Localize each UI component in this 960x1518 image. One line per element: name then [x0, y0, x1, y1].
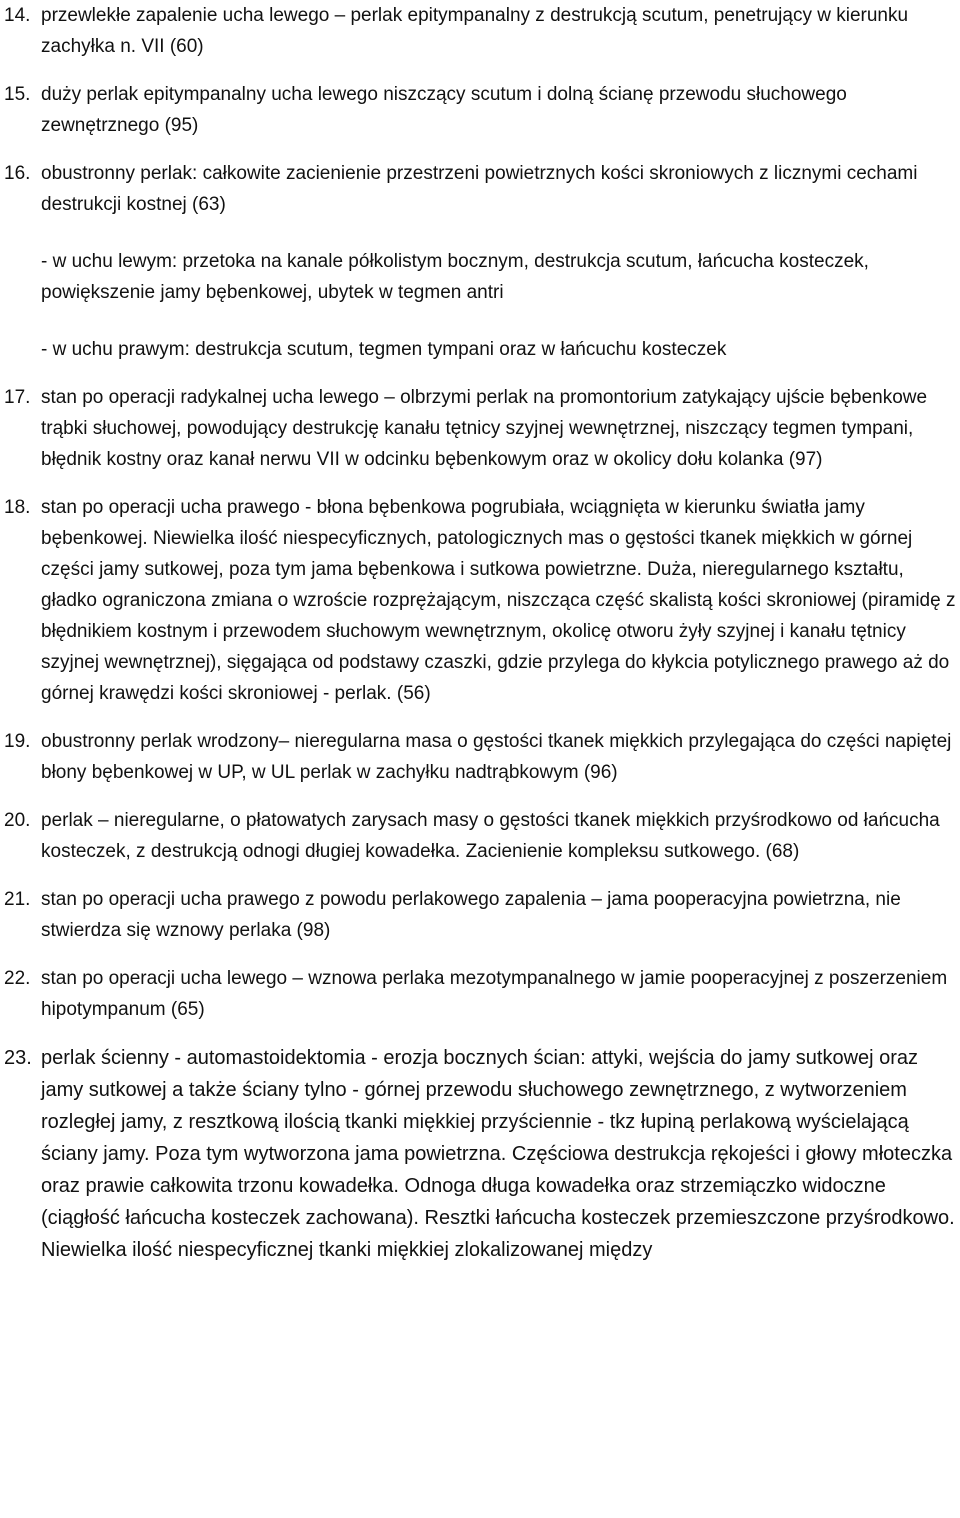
entry-paragraph: obustronny perlak wrodzony– nieregularna masa o gęstości tkanek miękkich przylegająca do części napiętej błony bębenkowej w UP, w UL perlak w zachyłku nadtrąbkowym (96): [41, 731, 952, 783]
entry-body: [41, 158, 960, 365]
entry-number: 14.: [4, 5, 31, 26]
entry-23: [4, 1042, 960, 1266]
entry-16: [4, 158, 960, 365]
entry-paragraph: stan po operacji ucha lewego – wznowa perlaka mezotympanalnego w jamie pooperacyjnej z poszerzeniem hipotympanum (65): [41, 968, 948, 1020]
entry-body: [41, 805, 960, 867]
entry-number: 19.: [4, 731, 31, 752]
entry-paragraph: duży perlak epitympanalny ucha lewego niszczący scutum i dolną ścianę przewodu słuchowego zewnętrznego (95): [41, 84, 847, 136]
entry-18: [4, 492, 960, 709]
entry-14: [4, 0, 960, 62]
entry-17: [4, 382, 960, 475]
entry-paragraph: przewlekłe zapalenie ucha lewego – perlak epitympanalny z destrukcją scutum, penetrujący w kierunku zachyłka n. VII (60): [41, 5, 909, 57]
entry-paragraph: stan po operacji ucha prawego - błona bębenkowa pogrubiała, wciągnięta w kierunku światła jamy bębenkowej. Niewielka ilość niespecyficznych, patologicznych mas o gęstości tkanek miękkich w górnej części jamy sutkowej, poza tym jama bębenkowa i sutkowa powietrzne. Duża, nieregularnego kształtu, gładko ograniczona zmiana o wzroście rozprężającym, niszcząca część skalistą kości skroniowej (piramidę z błędnikiem kostnym i przewodem słuchowym wewnętrznym, okolicę otworu żyły szyjnej i kanału tętnicy szyjnej wewnętrznej), sięgająca od podstawy czaszki, gdzie przylega do kłykcia potylicznego prawego aż do górnej krawędzi kości skroniowej - perlak. (56): [41, 497, 956, 704]
entry-number: 23.: [4, 1047, 32, 1069]
entry-body: [41, 0, 960, 62]
entry-paragraph: perlak ścienny - automastoidektomia - erozja bocznych ścian: attyki, wejścia do jamy sutkowej oraz jamy sutkowej a także ściany tylno - górnej przewodu słuchowego zewnętrznego, z wytworzeniem rozległej jamy, z resztkową ilością tkanki miękkiej przyściennie - tkz łupiną perlakową wyścielającą ściany jamy. Poza tym wytworzona jama powietrzna. Częściowa destrukcja rękojeści i głowy młoteczka oraz prawie całkowita trzonu kowadełka. Odnoga długa kowadełka oraz strzemiączko widoczne (ciągłość łańcucha kosteczek zachowana). Resztki łańcucha kosteczek przemieszczone przyśrodkowo. Niewielka ilość niespecyficznej tkanki miękkiej zlokalizowanej między: [41, 1047, 955, 1261]
entry-body: [41, 79, 960, 141]
entry-number: 15.: [4, 84, 31, 105]
entry-subparagraph-left-ear: - w uchu lewym: przetoka na kanale półkolistym bocznym, destrukcja scutum, łańcucha kosteczek, powiększenie jamy bębenkowej, ubytek w tegmen antri: [41, 251, 869, 303]
entry-22: [4, 963, 960, 1025]
entry-number: 21.: [4, 889, 31, 910]
entry-body: [41, 382, 960, 475]
entry-body: [41, 884, 960, 946]
entry-subparagraph-right-ear: - w uchu prawym: destrukcja scutum, tegmen tympani oraz w łańcuchu kosteczek: [41, 339, 727, 360]
entry-paragraph: stan po operacji radykalnej ucha lewego – olbrzymi perlak na promontorium zatykający ujście bębenkowe trąbki słuchowej, powodujący destrukcję kanału tętnicy szyjnej wewnętrznej, niszczący tegmen tympani, błędnik kostny oraz kanał nerwu VII w odcinku bębenkowym oraz w okolicy dołu kolanka (97): [41, 387, 928, 470]
entry-number: 16.: [4, 163, 31, 184]
entry-number: 17.: [4, 387, 31, 408]
entry-body: [41, 1042, 960, 1266]
entry-paragraph: stan po operacji ucha prawego z powodu perlakowego zapalenia – jama pooperacyjna powietrzna, nie stwierdza się wznowy perlaka (98): [41, 889, 901, 941]
entry-number: 22.: [4, 968, 31, 989]
entry-body: [41, 726, 960, 788]
entry-20: [4, 805, 960, 867]
entry-number: 18.: [4, 497, 31, 518]
entry-body: [41, 492, 960, 709]
entry-paragraph: obustronny perlak: całkowite zacienienie przestrzeni powietrznych kości skroniowych z licznymi cechami destrukcji kostnej (63): [41, 163, 918, 215]
entry-number: 20.: [4, 810, 31, 831]
entry-paragraph: perlak – nieregularne, o płatowatych zarysach masy o gęstości tkanek miękkich przyśrodkowo od łańcucha kosteczek, z destrukcją odnogi długiej kowadełka. Zacienienie kompleksu sutkowego. (68): [41, 810, 940, 862]
entry-19: [4, 726, 960, 788]
entry-21: [4, 884, 960, 946]
entry-15: [4, 79, 960, 141]
entry-body: [41, 963, 960, 1025]
